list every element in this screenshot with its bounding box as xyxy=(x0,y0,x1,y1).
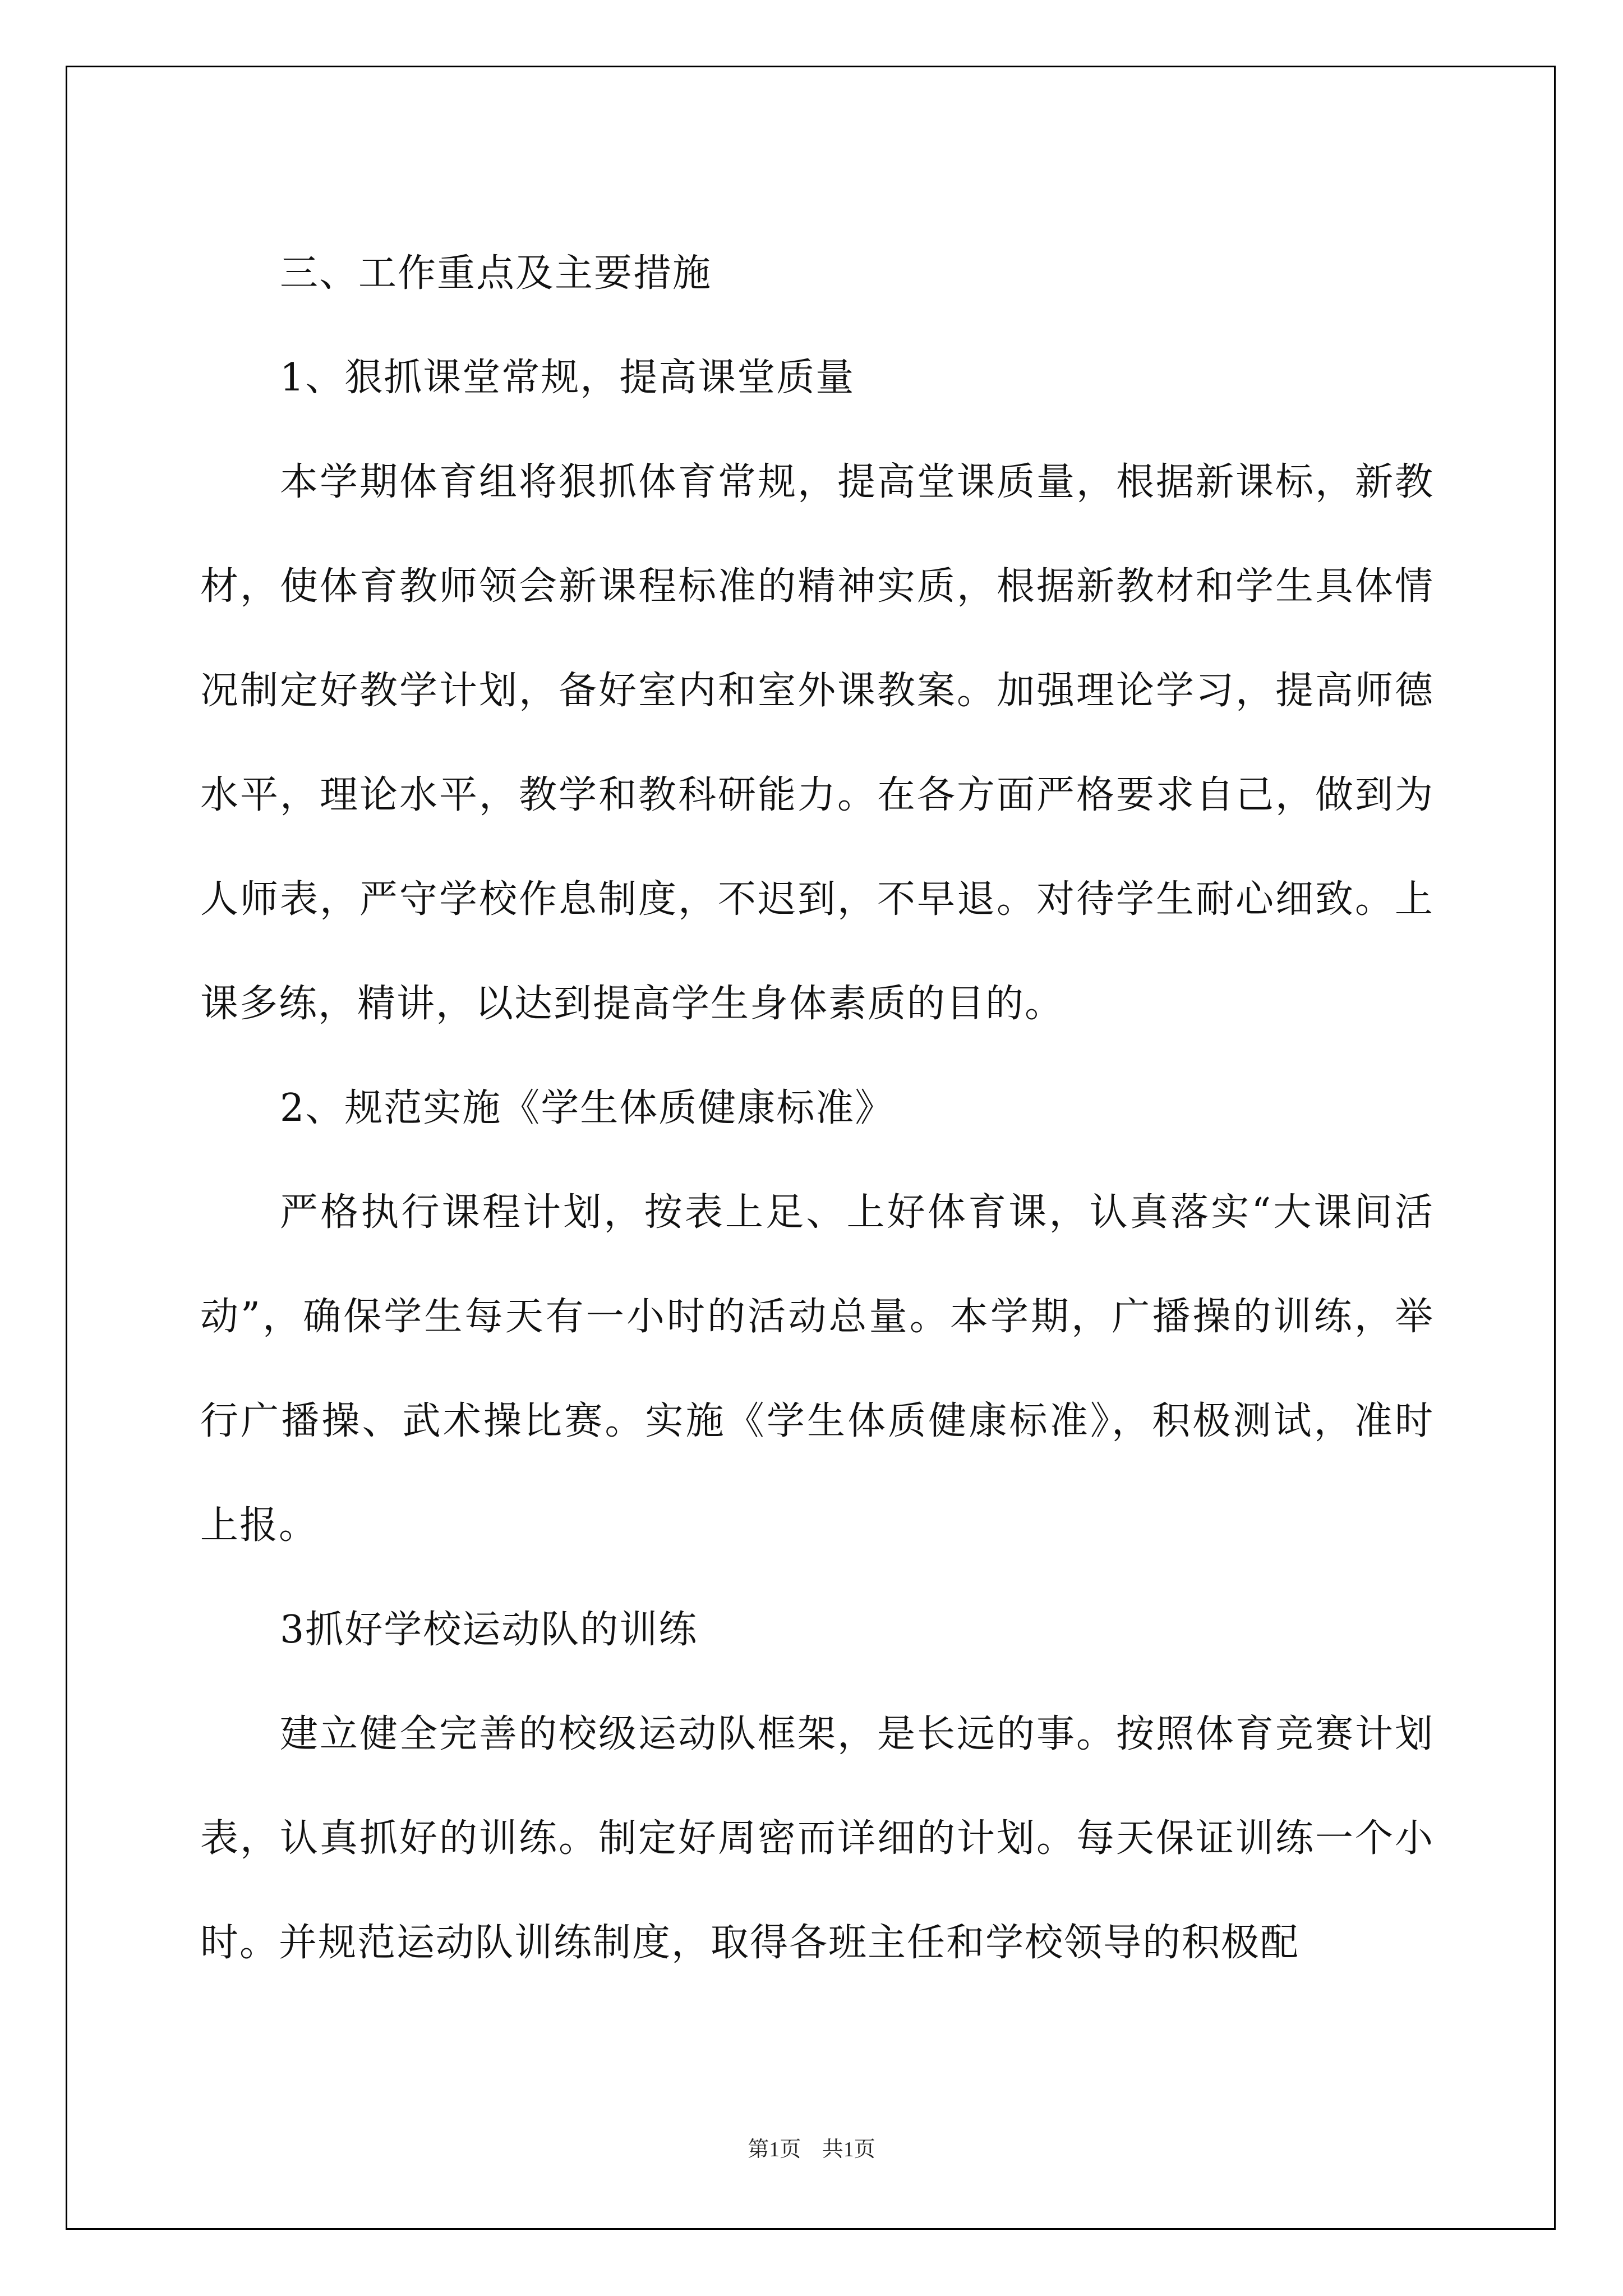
subsection-heading: 2、规范实施《学生体质健康标准》 xyxy=(280,1086,895,1130)
body-paragraph: 本学期体育组将狠抓体育常规，提高堂课质量，根据新课标，新教材，使体育教师领会新课程标准的精神实质，根据新教材和学生具体情况制定好教学计划，备好室内和室外课教案。加强理论学习，提高师德水平，理论水平，教学和教科研能力。在各方面严格要求自己，做到为人师表，严守学校作息制度，不迟到，不早退。对待学生耐心细致。上课多练，精讲，以达到提高学生身体素质的目的。 xyxy=(200,460,1434,1026)
subsection-heading: 3抓好学校运动队的训练 xyxy=(280,1608,698,1652)
body-paragraph: 建立健全完善的校级运动队框架，是长远的事。按照体育竞赛计划表，认真抓好的训练。制定好周密而详细的计划。每天保证训练一个小时。并规范运动队训练制度，取得各班主任和学校领导的积极配 xyxy=(200,1712,1434,1965)
section-heading: 三、工作重点及主要措施 xyxy=(280,251,712,296)
body-paragraph: 严格执行课程计划，按表上足、上好体育课，认真落实“大课间活动”，确保学生每天有一小时的活动总量。本学期，广播操的训练，举行广播操、武术操比赛。实施《学生体质健康标准》，积极测试，准时上报。 xyxy=(200,1190,1434,1548)
page-number: 第1页 xyxy=(748,2138,801,2161)
subsection-heading: 1、狠抓课堂常规，提高课堂质量 xyxy=(280,356,855,400)
document-body xyxy=(200,222,1434,1995)
page-total: 共1页 xyxy=(822,2138,875,2161)
page-footer xyxy=(0,2132,1623,2162)
